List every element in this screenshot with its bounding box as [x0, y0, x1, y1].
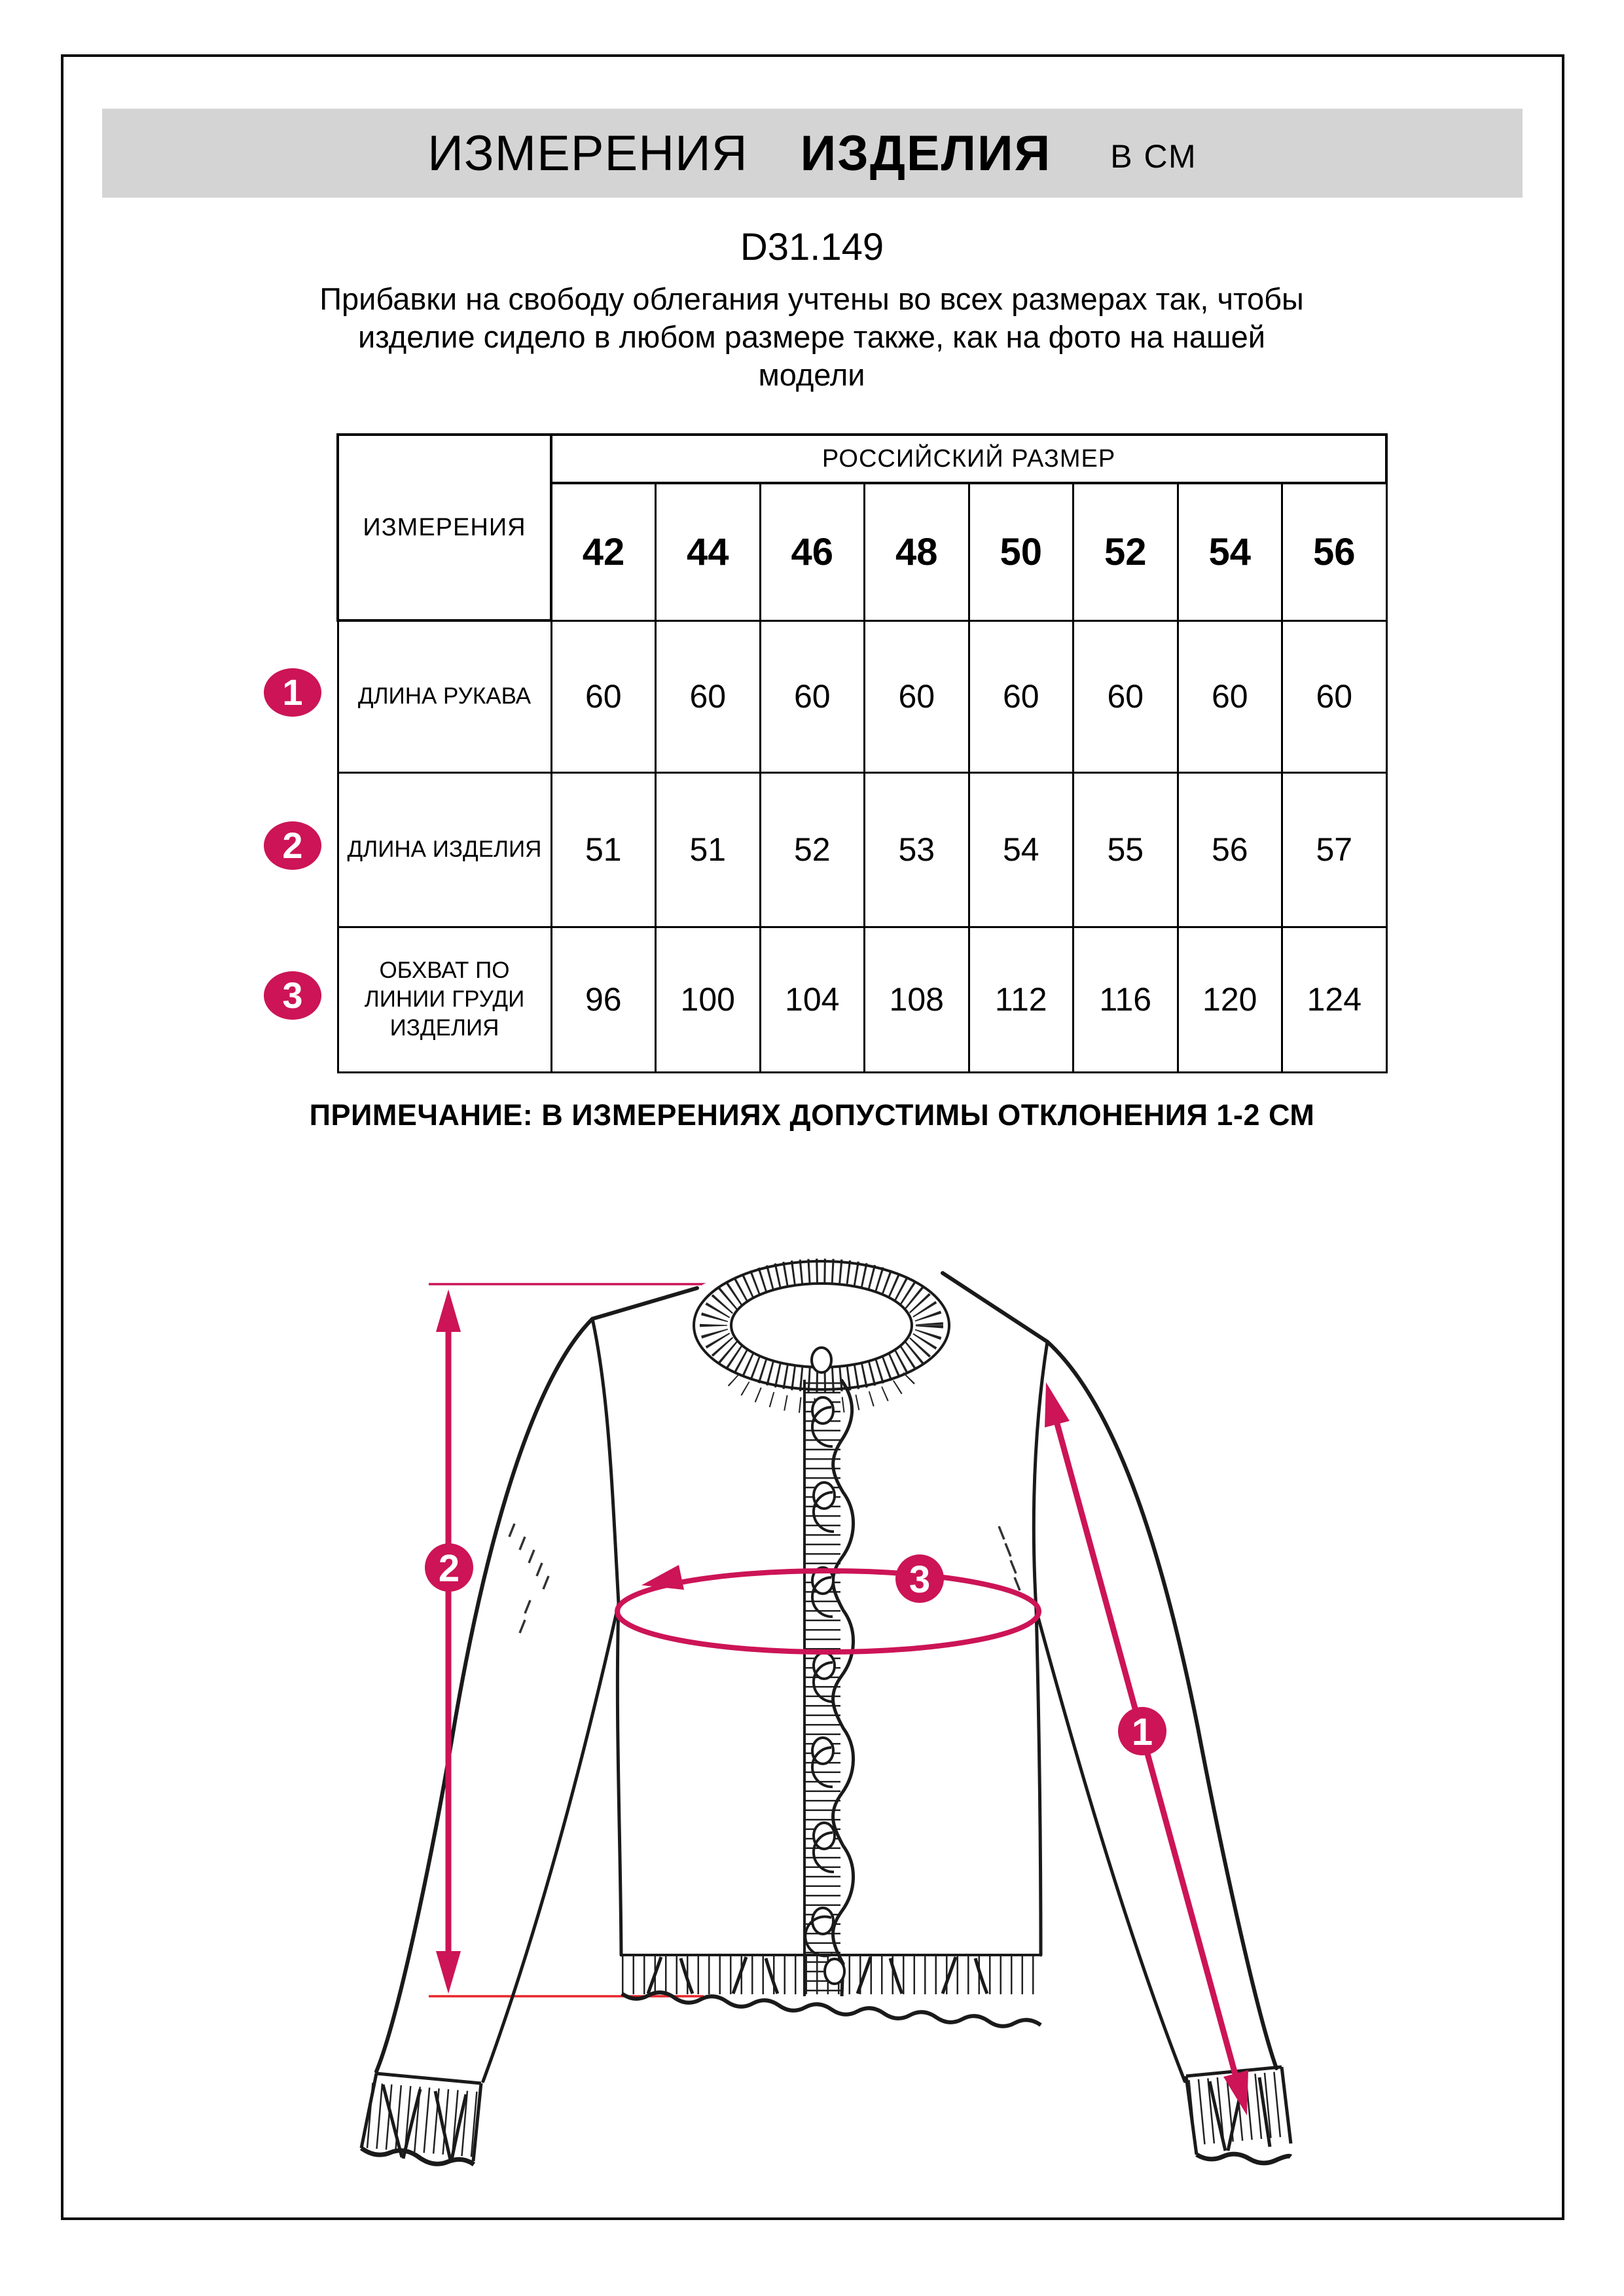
value-cell: 60 — [1178, 620, 1282, 772]
size-table — [336, 433, 1388, 1073]
value-cell: 55 — [1074, 772, 1178, 927]
value-cell: 57 — [1282, 772, 1387, 927]
marker-2-badge — [425, 1543, 473, 1592]
row-marker-3-badge: 3 — [264, 971, 321, 1020]
tolerance-note: ПРИМЕЧАНИЕ: В ИЗМЕРЕНИЯХ ДОПУСТИМЫ ОТКЛОНЕНИЯ 1-2 СМ — [309, 1098, 1315, 1132]
marker-1-number: 1 — [1131, 1711, 1153, 1753]
value-cell: 51 — [656, 772, 761, 927]
table-row — [338, 927, 1386, 1072]
value-cell: 96 — [551, 927, 656, 1072]
value-cell: 54 — [969, 772, 1074, 927]
left-cuff-ruffle — [361, 2073, 481, 2164]
product-code: D31.149 — [740, 226, 884, 268]
measure-body — [338, 620, 1386, 1072]
units-label: В СМ — [1110, 138, 1197, 175]
value-cell: 112 — [969, 927, 1074, 1072]
row-marker-1-badge: 1 — [264, 668, 321, 717]
fit-description: Прибавки на свободу облегания учтены во всех размерах так, чтобы изделие сидело в любом размере также, как на фото на нашей модели — [319, 281, 1304, 392]
value-cell: 124 — [1282, 927, 1387, 1072]
measure-label: ДЛИНА РУКАВА — [338, 620, 551, 772]
size-col-header: 50 — [969, 483, 1074, 620]
value-cell: 53 — [865, 772, 969, 927]
value-cell: 60 — [1282, 620, 1387, 772]
value-cell: 104 — [760, 927, 865, 1072]
value-cell: 60 — [656, 620, 761, 772]
value-cell: 60 — [551, 620, 656, 772]
russian-size-header: РОССИЙСКИЙ РАЗМЕР — [551, 435, 1386, 483]
size-col-header: 56 — [1282, 483, 1387, 620]
group-header-row — [338, 435, 1386, 483]
size-col-header: 52 — [1074, 483, 1178, 620]
marker-1-badge — [1118, 1707, 1166, 1755]
value-cell: 56 — [1178, 772, 1282, 927]
value-cell: 108 — [865, 927, 969, 1072]
size-col-header: 46 — [760, 483, 865, 620]
size-col-header: 44 — [656, 483, 761, 620]
row-marker-2-badge: 2 — [264, 821, 321, 870]
value-cell: 52 — [760, 772, 865, 927]
value-cell: 51 — [551, 772, 656, 927]
value-cell: 60 — [865, 620, 969, 772]
size-col-header: 42 — [551, 483, 656, 620]
value-cell: 100 — [656, 927, 761, 1072]
marker-3-number: 3 — [909, 1558, 931, 1601]
measurements-corner-header: ИЗМЕРЕНИЯ — [338, 435, 551, 620]
marker-2-number: 2 — [438, 1547, 460, 1590]
marker-3-badge — [895, 1554, 944, 1603]
cardigan-measurement-diagram — [314, 1211, 1362, 2193]
value-cell: 120 — [1178, 927, 1282, 1072]
table-row — [338, 620, 1386, 772]
page-title-secondary: ИЗДЕЛИЯ — [800, 125, 1052, 181]
table-row — [338, 772, 1386, 927]
page-title: ИЗМЕРЕНИЯ — [427, 125, 748, 181]
measure-label: ДЛИНА ИЗДЕЛИЯ — [338, 772, 551, 927]
garment-length-arrow — [436, 1289, 461, 1994]
value-cell: 116 — [1074, 927, 1178, 1072]
size-col-header: 48 — [865, 483, 969, 620]
measure-label: ОБХВАТ ПО ЛИНИИ ГРУДИ ИЗДЕЛИЯ — [338, 927, 551, 1072]
value-cell: 60 — [760, 620, 865, 772]
title-bar — [102, 109, 1523, 198]
value-cell: 60 — [969, 620, 1074, 772]
value-cell: 60 — [1074, 620, 1178, 772]
size-col-header: 54 — [1178, 483, 1282, 620]
